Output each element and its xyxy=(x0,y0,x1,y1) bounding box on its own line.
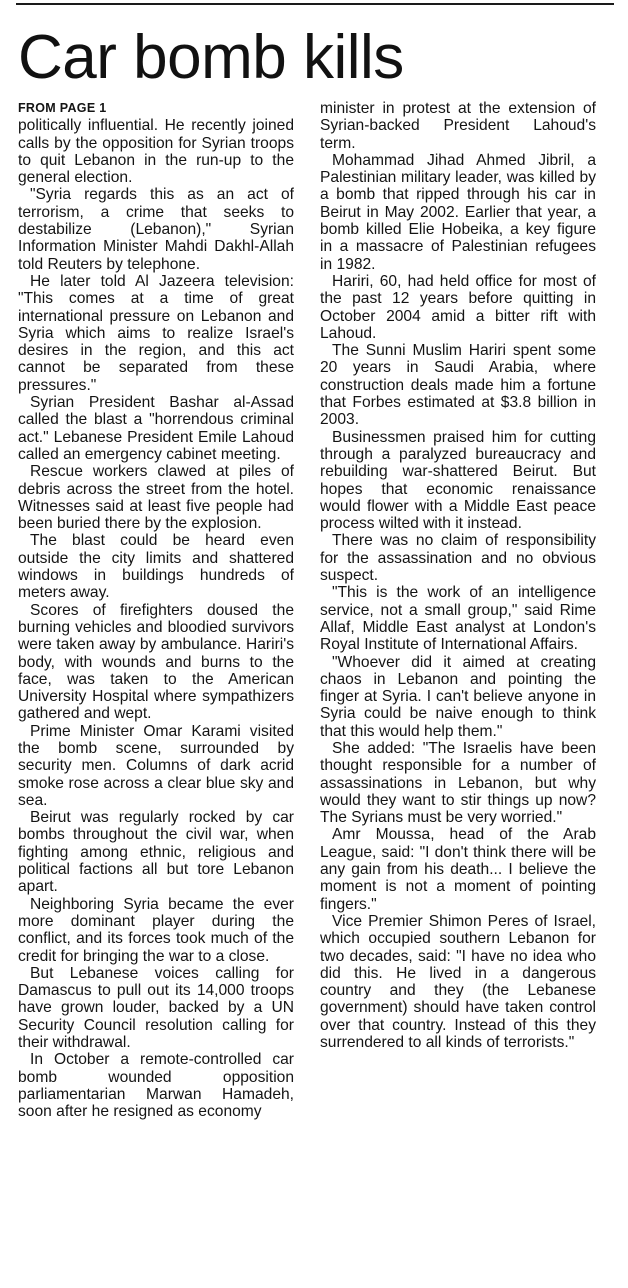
paragraph: Neighboring Syria became the ever more dominant player during the conflict, and its forces took much of the credit for bringing the war to a close. xyxy=(18,895,294,965)
paragraph: The blast could be heard even outside the city limits and shattered windows in buildings hundreds of meters away. xyxy=(18,532,294,602)
paragraph: Mohammad Jihad Ahmed Jibril, a Palestinian military leader, was killed by a bomb that ripped through his car in Beirut in May 2002. Earlier that year, a bomb killed Elie Hobeika, a key figure in a massacre of Palestinian refugees in 1982. xyxy=(320,151,596,273)
paragraph: Beirut was regularly rocked by car bombs throughout the civil war, when fighting among ethnic, religious and political factions all but tore Lebanon apart. xyxy=(18,809,294,896)
paragraph: Hariri, 60, had held office for most of the past 12 years before quitting in October 2004 amid a bitter rift with Lahoud. xyxy=(320,272,596,342)
paragraph: But Lebanese voices calling for Damascus to pull out its 14,000 troops have grown louder, backed by a UN Security Council resolution calling for their withdrawal. xyxy=(18,964,294,1052)
paragraph: Syrian President Bashar al-Assad called the blast a "horrendous criminal act." Lebanese President Emile Lahoud called an emergency cabinet meeting. xyxy=(18,394,294,463)
paragraph: Vice Premier Shimon Peres of Israel, which occupied southern Lebanon for two decades, said: "I have no idea who did this. He lived in a dangerous country and they (the Lebanese government) should have taken control over that country. Instead of this they surrendered to all kinds of terrorists." xyxy=(320,912,596,1052)
paragraph: He later told Al Jazeera television: "This comes at a time of great international pressure on Lebanon and Syria which aims to realize Israel's desires in the region, and this act cannot be separated from these pressures." xyxy=(18,272,294,394)
paragraph: "Whoever did it aimed at creating chaos in Lebanon and pointing the finger at Syria. I can't believe anyone in Syria could be naive enough to think that this would help them." xyxy=(320,653,596,740)
continuation-kicker: FROM PAGE 1 xyxy=(18,101,107,115)
paragraph: politically influential. He recently joined calls by the opposition for Syrian troops to quit Lebanon in the run-up to the general election. xyxy=(18,117,294,187)
top-rule xyxy=(16,3,614,5)
paragraph: Rescue workers clawed at piles of debris across the street from the hotel. Witnesses said at least five people had been buried there by the explosion. xyxy=(18,463,294,533)
paragraph: "Syria regards this as an act of terrorism, a crime that seeks to destabilize (Lebanon)," Syrian Information Minister Mahdi Dakhl-Allah told Reuters by telephone. xyxy=(18,186,294,273)
paragraph: There was no claim of responsibility for the assassination and no obvious suspect. xyxy=(320,532,596,585)
paragraph: Amr Moussa, head of the Arab League, said: "I don't think there will be any gain from his death... I believe the moment is not a moment of pointing fingers." xyxy=(320,826,596,913)
paragraph: minister in protest at the extension of Syrian-backed President Lahoud's term. xyxy=(320,100,596,152)
paragraph: "This is the work of an intelligence service, not a small group," said Rime Allaf, Middle East analyst at London's Royal Institute of International Affairs. xyxy=(320,584,596,654)
paragraph: Prime Minister Omar Karami visited the bomb scene, surrounded by security men. Columns of dark acrid smoke rose across a clear blue sky and sea. xyxy=(18,722,294,809)
paragraph: In October a remote-controlled car bomb wounded opposition parliamentarian Marwan Hamadeh, soon after he resigned as economy xyxy=(18,1051,294,1121)
paragraph: She added: "The Israelis have been thought responsible for a number of assassinations in Lebanon, but why would they want to stir things up now? The Syrians must be very worried." xyxy=(320,739,596,827)
paragraph: The Sunni Muslim Hariri spent some 20 years in Saudi Arabia, where construction deals made him a fortune that Forbes estimated at $3.8 billion in 2003. xyxy=(320,342,596,429)
paragraph: Scores of firefighters doused the burning vehicles and bloodied survivors were taken away by ambulance. Hariri's body, with wounds and burns to the face, was taken to the American University Hospital where sympathizers gathered and wept. xyxy=(18,601,294,723)
article-column-left xyxy=(18,100,294,1121)
article-column-right xyxy=(320,100,596,1051)
headline: Car bomb kills xyxy=(18,23,404,92)
paragraph: Businessmen praised him for cutting through a paralyzed bureaucracy and rebuilding war-shattered Beirut. But hopes that economic renaissance would flower with a Middle East peace process wilted with it instead. xyxy=(320,428,596,533)
